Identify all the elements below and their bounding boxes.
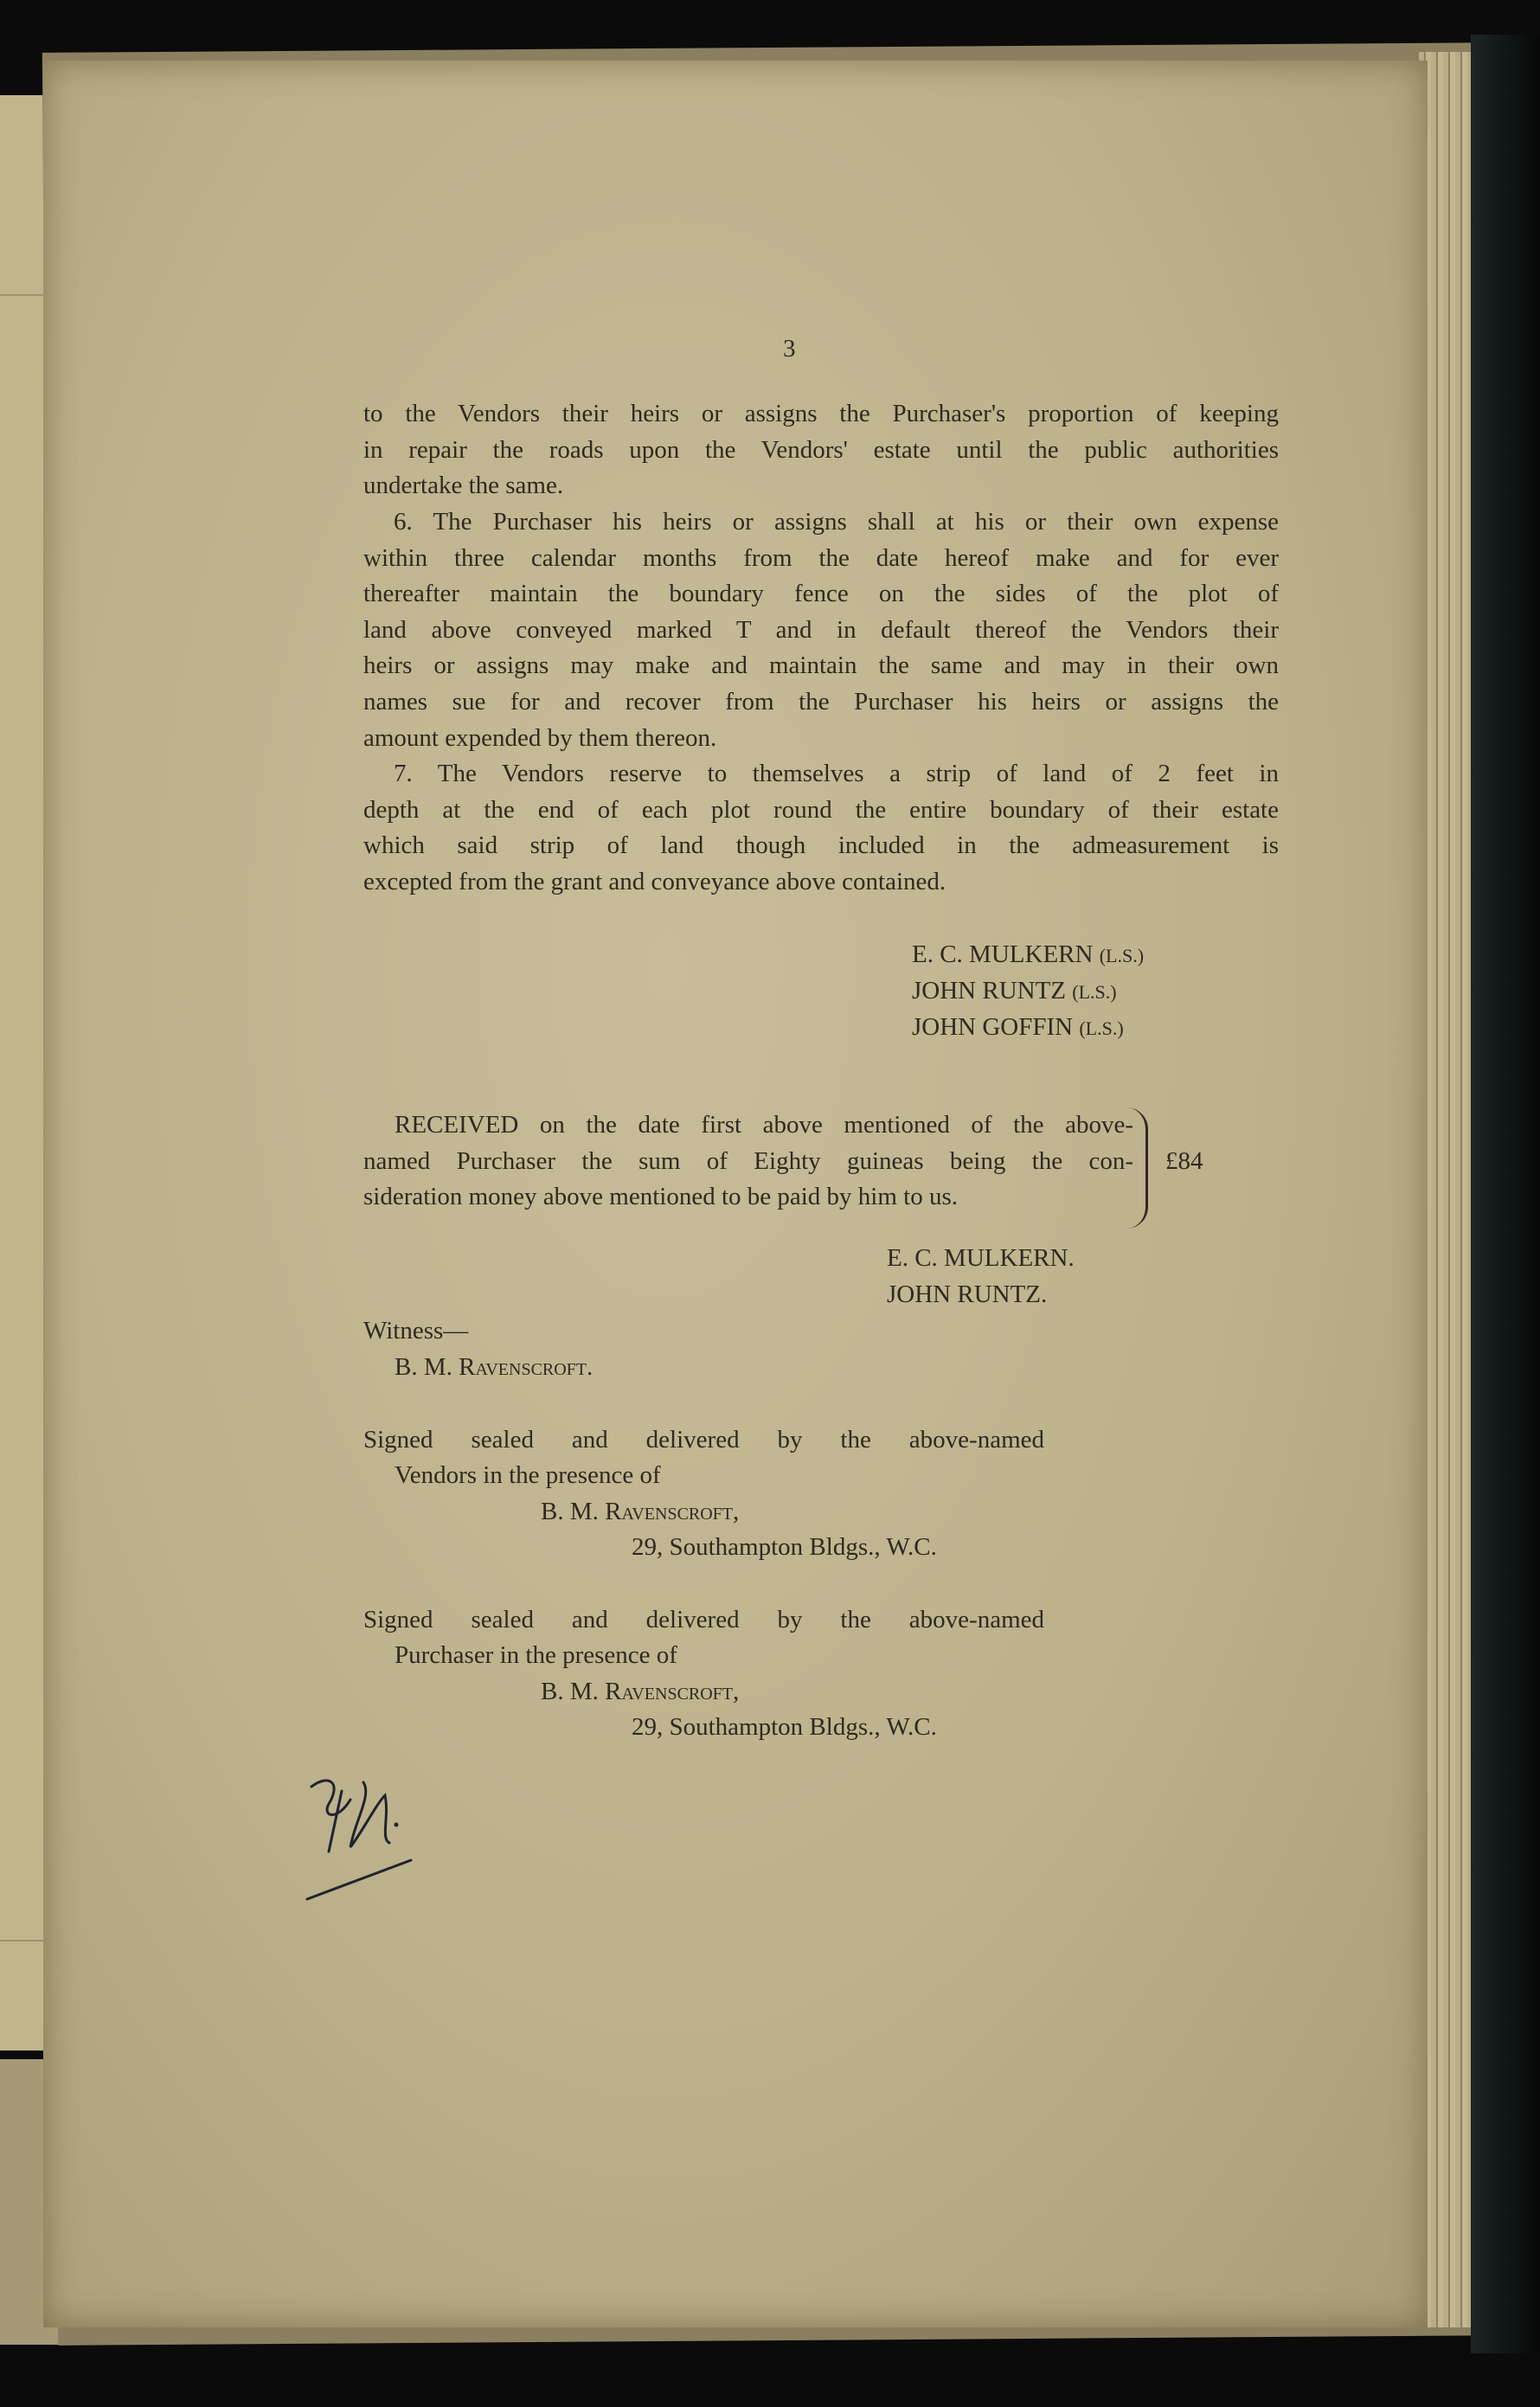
witness-name: B. M. Ravenscroft. <box>395 1353 594 1381</box>
page-number: 3 <box>783 335 796 363</box>
witness-label: Witness— <box>363 1317 469 1345</box>
attest1-line1: Signed sealed and delivered by the above-named <box>363 1426 1044 1454</box>
signatory-1-seal: (L.S.) <box>1099 945 1145 966</box>
attest1-name: B. M. Ravenscroft, <box>541 1498 740 1525</box>
attest1-address: 29, Southampton Bldgs., W.C. <box>632 1533 937 1561</box>
para1-line3: undertake the same. <box>363 472 564 499</box>
receipt-signer-2: JOHN RUNTZ. <box>887 1281 1048 1308</box>
receipt-amount: £84 <box>1165 1147 1203 1175</box>
receipt-signer-1: E. C. MULKERN. <box>887 1244 1075 1272</box>
para3-line1: 7. The Vendors reserve to themselves a strip of land of 2 feet in <box>394 760 1279 787</box>
signatory-2-name: JOHN RUNTZ <box>912 977 1067 1005</box>
para2-line5: heirs or assigns may make and maintain the same and may in their own <box>363 651 1279 679</box>
para2-line6: names sue for and recover from the Purchaser his heirs or assigns the <box>363 688 1279 716</box>
para3-line2: depth at the end of each plot round the entire boundary of their estate <box>363 796 1279 824</box>
document-page <box>43 61 1428 2327</box>
para2-line7: amount expended by them thereon. <box>363 724 717 752</box>
signatory-2 <box>912 973 1117 1011</box>
signatory-3-seal: (L.S.) <box>1079 1017 1124 1039</box>
signatory-1 <box>912 937 1144 974</box>
para2-line1: 6. The Purchaser his heirs or assigns shall at his or their own expense <box>394 508 1279 536</box>
signatory-2-seal: (L.S.) <box>1072 981 1117 1003</box>
para2-line2: within three calendar months from the date hereof make and for ever <box>363 544 1279 572</box>
receipt-line3: sideration money above mentioned to be paid by him to us. <box>363 1183 959 1210</box>
para3-line4: excepted from the grant and conveyance above contained. <box>363 868 946 895</box>
para1-line1: to the Vendors their heirs or assigns the Purchaser's proportion of keeping <box>363 400 1279 427</box>
attest1-line2: Vendors in the presence of <box>395 1461 661 1489</box>
attest2-line2: Purchaser in the presence of <box>395 1641 677 1669</box>
attest2-name: B. M. Ravenscroft, <box>541 1678 740 1705</box>
attest2-address: 29, Southampton Bldgs., W.C. <box>632 1713 937 1741</box>
handwritten-initials <box>303 1769 424 1908</box>
para1-line2: in repair the roads upon the Vendors' estate until the public authorities <box>363 436 1279 464</box>
receipt-line2: named Purchaser the sum of Eighty guineas being the con- <box>363 1147 1133 1175</box>
receipt-line1: RECEIVED on the date first above mentioned of the above- <box>395 1111 1133 1139</box>
signatory-1-name: E. C. MULKERN <box>912 940 1094 968</box>
receipt-brace <box>1126 1107 1148 1229</box>
para3-line3: which said strip of land though included in the admeasurement is <box>363 831 1279 859</box>
attest2-line1: Signed sealed and delivered by the above-named <box>363 1606 1044 1634</box>
para2-line4: land above conveyed marked T and in default thereof the Vendors their <box>363 616 1279 644</box>
book-spine <box>1471 35 1540 2353</box>
para2-line3: thereafter maintain the boundary fence on the sides of the plot of <box>363 580 1279 607</box>
signatory-3-name: JOHN GOFFIN <box>912 1013 1074 1041</box>
signatory-3 <box>912 1010 1124 1047</box>
